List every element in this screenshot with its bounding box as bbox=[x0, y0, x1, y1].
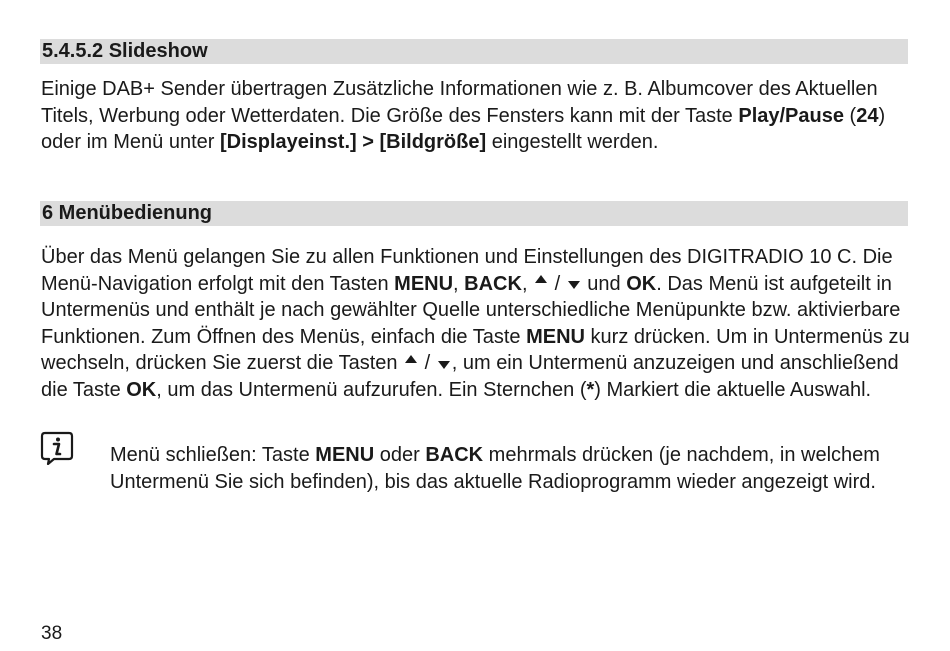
arrow-down-icon bbox=[438, 361, 450, 369]
text-run: Über das Menü gelangen Sie zu allen Funktionen und Einstellungen des DIGITRADIO 10 C. Die Menü-Navigation erfolgt mit den Tasten bbox=[41, 246, 893, 295]
arrow-up-icon bbox=[535, 275, 547, 283]
key-ok: OK bbox=[626, 272, 657, 295]
key-number-24: 24 bbox=[856, 104, 879, 127]
text-run: ) Markiert die aktuelle Auswahl. bbox=[594, 378, 872, 401]
text-run: , bbox=[453, 272, 465, 295]
section-heading-menu: 6 Menübedienung bbox=[40, 201, 908, 226]
note-paragraph bbox=[110, 442, 900, 495]
arrow-down-icon bbox=[568, 281, 580, 289]
text-run: , um das Untermenü aufzurufen. Ein Sternchen ( bbox=[156, 378, 587, 401]
menu-paragraph bbox=[41, 244, 911, 403]
text-run: und bbox=[581, 272, 627, 295]
info-icon bbox=[40, 431, 74, 465]
text-run: Menü schließen: Taste bbox=[110, 444, 316, 466]
text-run: ) oder im Menü unter bbox=[41, 104, 886, 153]
key-back: BACK bbox=[425, 444, 484, 466]
key-menu: MENU bbox=[526, 325, 585, 348]
text-run: / bbox=[549, 272, 566, 295]
text-run: eingestellt werden. bbox=[486, 131, 659, 153]
key-play-pause: Play/Pause bbox=[738, 104, 844, 127]
key-menu: MENU bbox=[394, 272, 454, 295]
text-run: . Das Menü ist aufgeteilt in Untermenüs und enthält je nach gewählter Quelle unterschiedliche Menüpunkte bzw. aktivierbare Funktionen. Zum Öffnen des Menüs, einfach die Taste bbox=[41, 272, 901, 348]
key-back: BACK bbox=[464, 272, 522, 295]
slideshow-paragraph bbox=[41, 76, 911, 156]
text-run: kurz drücken. Um in Untermenüs zu wechseln, drücken Sie zuerst die Tasten bbox=[41, 325, 910, 374]
arrow-up-icon bbox=[405, 355, 417, 363]
text-run: , bbox=[521, 272, 534, 295]
text-run: mehrmals drücken (je nachdem, in welchem Untermenü Sie sich befinden), bis das aktuelle Radioprogramm wieder angezeigt wird. bbox=[110, 444, 880, 493]
text-run: ( bbox=[843, 104, 857, 127]
text-run: / bbox=[419, 352, 436, 374]
menu-path: [Displayeinst.] > [Bildgröße] bbox=[219, 131, 487, 153]
text-run: oder bbox=[374, 444, 426, 466]
text-run: Einige DAB+ Sender übertragen Zusätzliche Informationen wie z. B. Albumcover des Aktuellen Titels, Werbung oder Wetterdaten. Die Größe des Fensters kann mit der Taste bbox=[41, 78, 878, 127]
asterisk: * bbox=[586, 378, 595, 401]
page-number: 38 bbox=[41, 623, 63, 644]
key-ok: OK bbox=[126, 378, 157, 401]
text-run: , um ein Untermenü anzuzeigen und anschließend die Taste bbox=[41, 352, 899, 401]
key-menu: MENU bbox=[315, 444, 375, 466]
section-heading-slideshow: 5.4.5.2 Slideshow bbox=[40, 39, 908, 64]
